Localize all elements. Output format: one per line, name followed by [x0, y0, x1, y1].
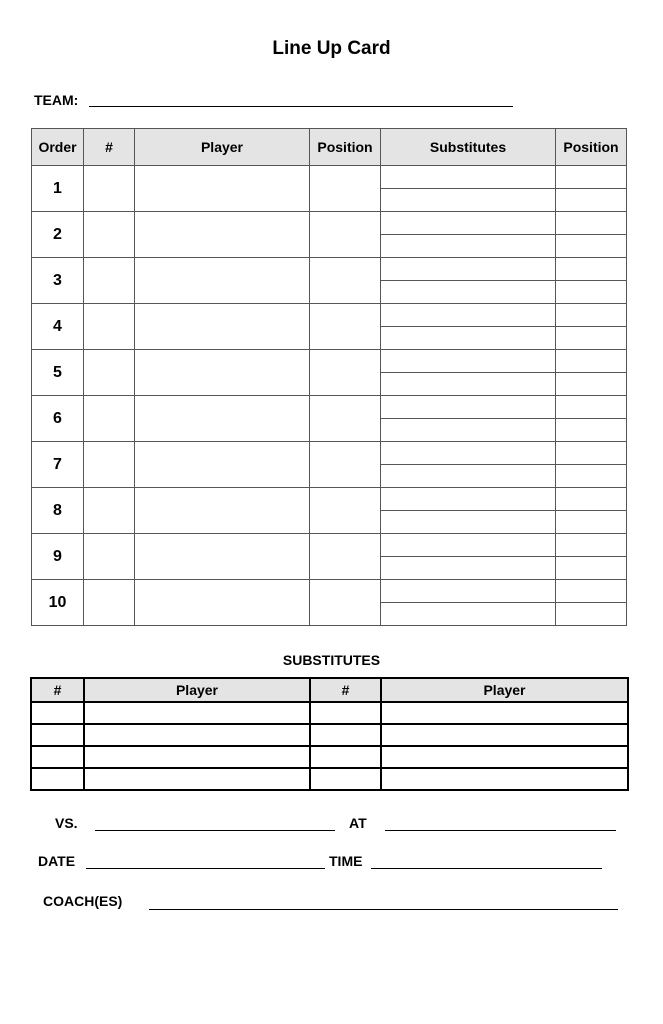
substitutes-title: SUBSTITUTES [282, 652, 381, 668]
substitute-cell[interactable] [381, 212, 556, 235]
substitutes-row [31, 702, 628, 724]
position-cell[interactable] [310, 442, 381, 488]
number-cell[interactable] [84, 304, 135, 350]
order-cell: 3 [32, 258, 84, 304]
sub-position-cell[interactable] [556, 189, 627, 212]
substitute-cell[interactable] [381, 419, 556, 442]
at-label: AT [349, 815, 367, 831]
order-cell: 9 [32, 534, 84, 580]
lineup-row [32, 258, 627, 281]
sub-number-cell[interactable] [310, 768, 381, 790]
position-header: Position [310, 129, 381, 166]
lineup-row [32, 212, 627, 235]
sub-position-cell[interactable] [556, 212, 627, 235]
number-cell[interactable] [84, 396, 135, 442]
sub-player-header: Player [84, 678, 310, 702]
lineup-row [32, 488, 627, 511]
substitute-cell[interactable] [381, 166, 556, 189]
substitute-cell[interactable] [381, 557, 556, 580]
sub-player-cell[interactable] [381, 746, 628, 768]
sub-position-cell[interactable] [556, 580, 627, 603]
number-cell[interactable] [84, 212, 135, 258]
time-label: TIME [329, 853, 363, 869]
substitutes-header: Substitutes [381, 129, 556, 166]
sub-position-cell[interactable] [556, 603, 627, 626]
position-cell[interactable] [310, 258, 381, 304]
order-cell: 5 [32, 350, 84, 396]
order-cell: 2 [32, 212, 84, 258]
sub-number-cell[interactable] [31, 724, 84, 746]
player-cell[interactable] [135, 258, 310, 304]
player-header: Player [135, 129, 310, 166]
player-cell[interactable] [135, 304, 310, 350]
sub-position-cell[interactable] [556, 511, 627, 534]
sub-position-cell[interactable] [556, 281, 627, 304]
sub-position-cell[interactable] [556, 327, 627, 350]
sub-number-cell[interactable] [31, 702, 84, 724]
lineup-row [32, 396, 627, 419]
date-label: DATE [38, 853, 76, 869]
player-cell[interactable] [135, 580, 310, 626]
substitute-cell[interactable] [381, 350, 556, 373]
position-cell[interactable] [310, 534, 381, 580]
sub-position-cell[interactable] [556, 258, 627, 281]
coach-label: COACH(ES) [43, 893, 123, 909]
lineup-row [32, 534, 627, 557]
sub-position-cell[interactable] [556, 396, 627, 419]
substitute-cell[interactable] [381, 534, 556, 557]
sub-position-cell[interactable] [556, 304, 627, 327]
order-cell: 10 [32, 580, 84, 626]
order-cell: 4 [32, 304, 84, 350]
substitutes-row [31, 768, 628, 790]
sub-number-cell[interactable] [31, 746, 84, 768]
substitutes-row [31, 724, 628, 746]
player-cell[interactable] [135, 350, 310, 396]
substitute-cell[interactable] [381, 488, 556, 511]
sub-number-cell[interactable] [310, 746, 381, 768]
team-label: TEAM: [34, 92, 79, 108]
vs-label: VS. [55, 815, 78, 831]
substitutes-row [31, 746, 628, 768]
sub-player-cell[interactable] [381, 768, 628, 790]
lineup-table [31, 128, 627, 626]
at-field[interactable] [385, 830, 616, 831]
sub-position-header: Position [556, 129, 627, 166]
number-cell[interactable] [84, 534, 135, 580]
position-cell[interactable] [310, 304, 381, 350]
order-cell: 7 [32, 442, 84, 488]
team-field[interactable] [89, 106, 513, 107]
position-cell[interactable] [310, 166, 381, 212]
substitute-cell[interactable] [381, 603, 556, 626]
lineup-header-row [32, 129, 627, 166]
page-title: Line Up Card [272, 38, 391, 59]
sub-position-cell[interactable] [556, 465, 627, 488]
number-cell[interactable] [84, 350, 135, 396]
sub-player-cell[interactable] [84, 768, 310, 790]
number-cell[interactable] [84, 258, 135, 304]
sub-number-cell[interactable] [310, 724, 381, 746]
player-cell[interactable] [135, 442, 310, 488]
substitute-cell[interactable] [381, 442, 556, 465]
sub-player-cell[interactable] [381, 702, 628, 724]
substitute-cell[interactable] [381, 281, 556, 304]
sub-number-header: # [31, 678, 84, 702]
lineup-row [32, 304, 627, 327]
sub-position-cell[interactable] [556, 235, 627, 258]
coach-field[interactable] [149, 909, 618, 910]
lineup-row [32, 350, 627, 373]
position-cell[interactable] [310, 396, 381, 442]
order-cell: 8 [32, 488, 84, 534]
order-cell: 6 [32, 396, 84, 442]
sub-number-cell[interactable] [31, 768, 84, 790]
sub-number-cell[interactable] [310, 702, 381, 724]
sub-number-header-2: # [310, 678, 381, 702]
substitute-cell[interactable] [381, 235, 556, 258]
number-cell[interactable] [84, 442, 135, 488]
sub-position-cell[interactable] [556, 534, 627, 557]
substitute-cell[interactable] [381, 511, 556, 534]
substitute-cell[interactable] [381, 258, 556, 281]
player-cell[interactable] [135, 534, 310, 580]
sub-position-cell[interactable] [556, 442, 627, 465]
substitute-cell[interactable] [381, 373, 556, 396]
player-cell[interactable] [135, 166, 310, 212]
lineup-row [32, 580, 627, 603]
substitute-cell[interactable] [381, 327, 556, 350]
order-cell: 1 [32, 166, 84, 212]
position-cell[interactable] [310, 580, 381, 626]
lineup-row [32, 442, 627, 465]
position-cell[interactable] [310, 350, 381, 396]
substitute-cell[interactable] [381, 396, 556, 419]
sub-position-cell[interactable] [556, 166, 627, 189]
sub-position-cell[interactable] [556, 488, 627, 511]
substitute-cell[interactable] [381, 465, 556, 488]
substitutes-table [30, 677, 629, 791]
sub-player-cell[interactable] [84, 702, 310, 724]
number-header: # [84, 129, 135, 166]
sub-player-header-2: Player [381, 678, 628, 702]
sub-player-cell[interactable] [84, 746, 310, 768]
sub-position-cell[interactable] [556, 557, 627, 580]
order-header: Order [32, 129, 84, 166]
number-cell[interactable] [84, 166, 135, 212]
sub-position-cell[interactable] [556, 419, 627, 442]
position-cell[interactable] [310, 488, 381, 534]
player-cell[interactable] [135, 488, 310, 534]
sub-player-cell[interactable] [381, 724, 628, 746]
substitute-cell[interactable] [381, 304, 556, 327]
vs-field[interactable] [95, 830, 335, 831]
player-cell[interactable] [135, 212, 310, 258]
date-field[interactable] [86, 868, 325, 869]
player-cell[interactable] [135, 396, 310, 442]
number-cell[interactable] [84, 580, 135, 626]
position-cell[interactable] [310, 212, 381, 258]
substitute-cell[interactable] [381, 580, 556, 603]
sub-player-cell[interactable] [84, 724, 310, 746]
sub-position-cell[interactable] [556, 350, 627, 373]
lineup-row [32, 166, 627, 189]
sub-position-cell[interactable] [556, 373, 627, 396]
time-field[interactable] [371, 868, 602, 869]
number-cell[interactable] [84, 488, 135, 534]
substitute-cell[interactable] [381, 189, 556, 212]
substitutes-header-row [31, 678, 628, 702]
